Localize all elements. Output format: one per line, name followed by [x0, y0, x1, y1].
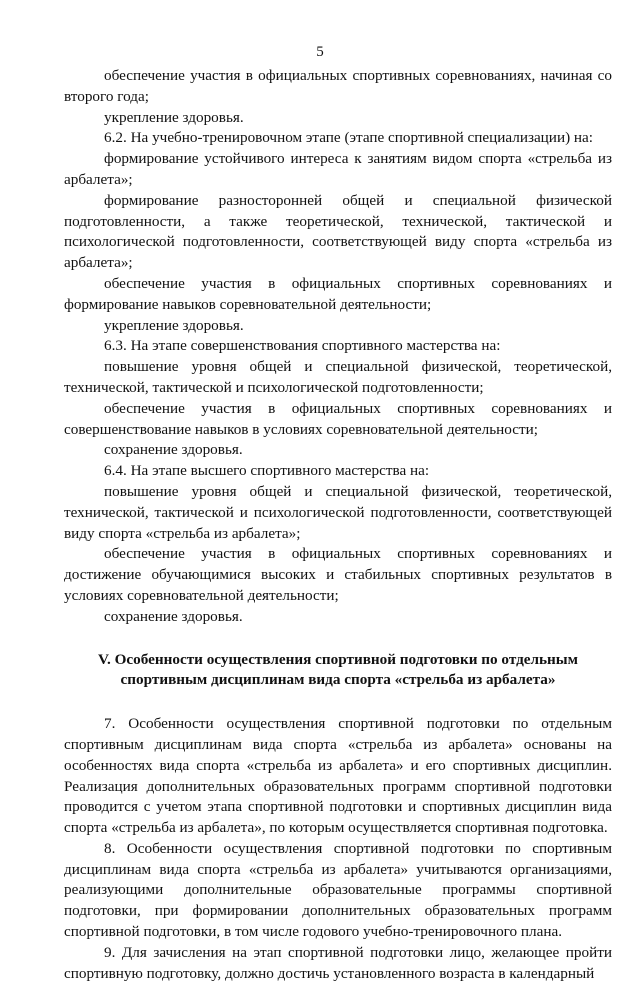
paragraph: 9. Для зачисления на этап спортивной подготовки лицо, желающее пройти спортивную подготовку, должно достичь установленного возраста в календарный [64, 943, 612, 982]
paragraph: 7. Особенности осуществления спортивной подготовки по отдельным спортивным дисциплинам вида спорта «стрельба из арбалета» основаны на особенностях вида спорта «стрельба из арбалета» и его спортивных дисциплин. Реализация дополнительных образовательных программ спортивной подготовки проводится с учетом этапа спортивной подготовки и спортивных дисциплин вида спорта «стрельба из арбалета», по которым осуществляется спортивная подготовка. [64, 715, 612, 837]
objectives-list [64, 66, 612, 628]
paragraph: повышение уровня общей и специальной физической, теоретической, технической, тактической и психологической подготовленности; [64, 358, 612, 396]
paragraph: 6.2. На учебно-тренировочном этапе (этапе спортивной специализации) на: [104, 129, 594, 147]
paragraph: формирование устойчивого интереса к занятиям видом спорта «стрельба из арбалета»; [64, 150, 612, 188]
paragraph: обеспечение участия в официальных спортивных соревнованиях и формирование навыков соревновательной деятельности; [64, 274, 612, 313]
paragraph: 8. Особенности осуществления спортивной подготовки по спортивным дисциплинам вида спорта «стрельба из арбалета» учитываются организациями, реализующими дополнительные образовательные программы спортивной подготовки, при формировании дополнительных образовательных программ спортивной подготовки, в том числе годового учебно-тренировочного плана. [64, 839, 612, 941]
document-body [64, 66, 612, 984]
paragraph: укрепление здоровья. [104, 108, 244, 126]
paragraph: формирование разносторонней общей и специальной физической подготовленности, а также теоретической, технической, тактической и психологической подготовленности, соответствующей виду спорта «стрельба из арбалета»; [64, 191, 612, 272]
section-heading-line-1: V. Особенности осуществления спортивной подготовки по отдельным [97, 650, 579, 668]
paragraph: обеспечение участия в официальных спортивных соревнованиях и достижение обучающимися высоких и стабильных спортивных результатов в условиях соревновательной деятельности; [64, 545, 612, 604]
page-number: 5 [316, 44, 324, 60]
paragraph: обеспечение участия в официальных спортивных соревнованиях и совершенствование навыков в условиях соревновательной деятельности; [64, 399, 612, 438]
section-paragraphs [64, 714, 612, 984]
paragraph: 6.4. На этапе высшего спортивного мастерства на: [104, 462, 430, 480]
paragraph: укрепление здоровья. [104, 316, 244, 334]
paragraph: обеспечение участия в официальных спортивных соревнованиях, начиная со второго года; [64, 67, 612, 105]
paragraph: 6.3. На этапе совершенствования спортивного мастерства на: [104, 337, 501, 355]
section-heading-line-2: спортивным дисциплинам вида спорта «стрельба из арбалета» [120, 671, 556, 689]
paragraph: сохранение здоровья. [104, 441, 243, 459]
paragraph: сохранение здоровья. [104, 607, 243, 625]
paragraph: повышение уровня общей и специальной физической, теоретической, технической, тактической и психологической подготовленности, соответствующей виду спорта «стрельба из арбалета»; [64, 482, 612, 542]
section-heading [64, 650, 612, 692]
